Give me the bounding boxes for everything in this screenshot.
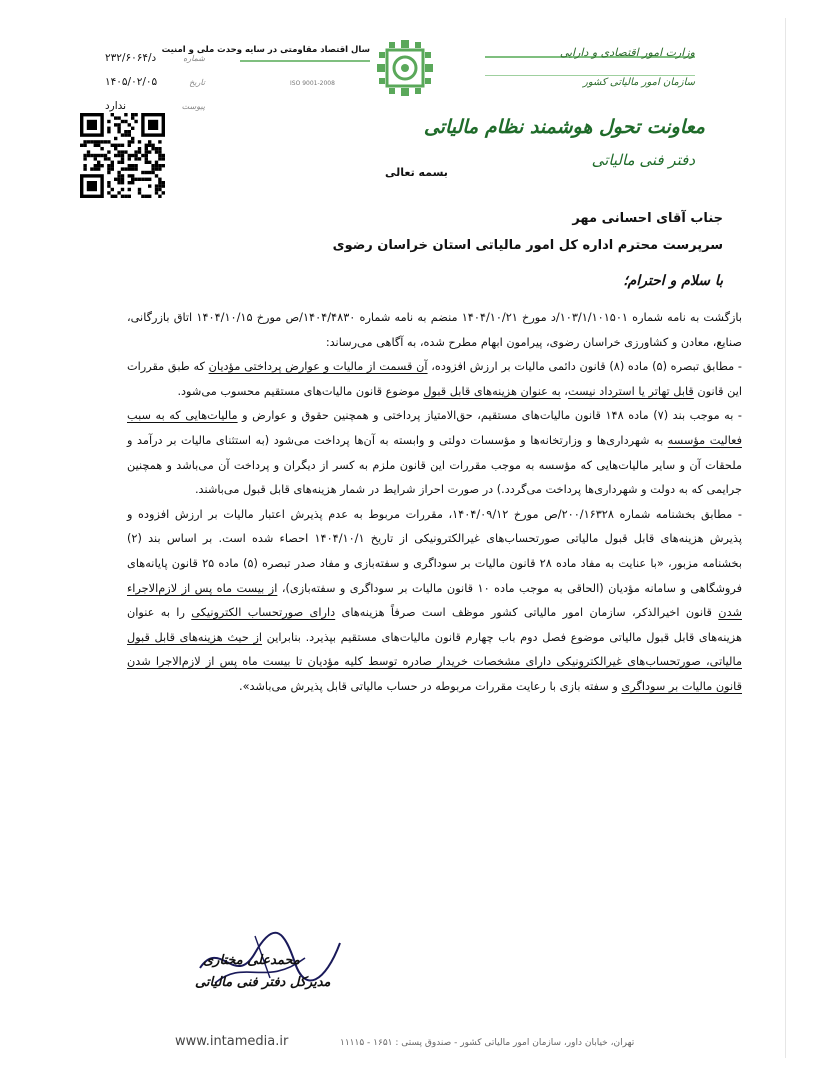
qr-code-icon xyxy=(80,113,165,198)
office-title: دفتر فنی مالیاتی xyxy=(591,151,695,169)
date-value: ۱۴۰۵/۰۲/۰۵ xyxy=(105,76,158,88)
number-row xyxy=(105,46,205,70)
addressee-title: سرپرست محترم اداره کل امور مالیاتی استان خراسان رضوی xyxy=(332,238,723,253)
year-slogan: سال اقتصاد مقاومتی در سایه وحدت ملی و امنیت xyxy=(240,40,370,62)
p4-text-a: - مطابق بخشنامه شماره ۲۰۰/۱۶۳۲۸/ص مورخ ۱۴۰۴/۰۹/۱۲، مقررات مربوط به عدم پذیرش اعتبار مالیات بر ارزش افزوده و پذیرش هزینه‌های قابل قبول مالیاتی صورتحساب‌های غیرالکترونیکی از تاریخ ۱۴۰۴/۱۰/۱ احصاء شده است. بر اساس بند (۲) بخشنامه مزبور، «با عنایت به مفاد ماده ۲۸ قانون مالیات بر سوداگری و سفته‌بازی و مفاد صدر تبصره (۵) ماده ۲۵ قانون پایانه‌های فروشگاهی و سامانه مؤدیان (الحاقی به موجب ماده ۱۰ قانون مالیات بر سوداگری و سفته‌بازی)، xyxy=(127,507,743,595)
number-label: شماره xyxy=(183,53,205,63)
greeting: با سلام و احترام؛ xyxy=(623,273,723,289)
p3-underline-1: مالیات‌هایی که به سبب فعالیت مؤسسه xyxy=(127,409,742,447)
addressee-name: جناب آقای احسانی مهر xyxy=(572,211,723,226)
signer-name: محمدعلی مختاری xyxy=(203,953,300,968)
p4-underline-2: دارای صورتحساب الکترونیکی xyxy=(191,606,336,620)
p4-text-d: و سفته بازی با رعایت مقررات مربوطه در حساب مالیاتی قابل پذیرش می‌باشد». xyxy=(239,679,622,693)
p4-underline-3: از حیث هزینه‌های قابل قبول مالیاتی، صورتحساب‌های غیرالکترونیکی دارای مشخصات خریدار صادره توسط کلیه مؤدیان تا بیست ماه پس از لازم‌الاجرا شدن قانون مالیات بر سوداگری xyxy=(127,630,742,693)
date-label: تاریخ xyxy=(189,77,205,87)
p4-text-b: قانون اخیرالذکر، سازمان امور مالیاتی کشور موظف است صرفاً هزینه‌های xyxy=(335,606,719,620)
basmala: بسمه تعالی xyxy=(385,166,448,179)
signer-title: مدیرکل دفتر فنی مالیاتی xyxy=(195,975,331,990)
website-link[interactable]: www.intamedia.ir xyxy=(175,1034,289,1049)
paragraph-intro: بازگشت به نامه شماره ۱۰۳/۱/۱۰۱۵۰۱/د مورخ ۱۴۰۴/۱۰/۲۱ منضم به نامه شماره ۱۴۰۴/۴۸۳۰/ص مورخ ۱۴۰۴/۱۰/۱۵ اتاق بازرگانی، صنایع، معادن و کشاورزی خراسان رضوی، پیرامون ابهام مطرح شده، به آگاهی می‌رساند: xyxy=(127,311,743,349)
p2-underline-1: آن قسمت از مالیات و عوارض پرداختی مؤدیان xyxy=(208,360,428,374)
deputy-title: معاونت تحول هوشمند نظام مالیاتی xyxy=(423,116,705,138)
date-row xyxy=(105,70,205,94)
p3-text-a: - به موجب بند (۷) ماده ۱۴۸ قانون مالیات‌های مستقیم، حق‌الامتیاز پرداختی و همچنین حقوق و عوارض و xyxy=(237,409,742,423)
paragraph-vat xyxy=(127,355,742,404)
attachment-label: پیوست xyxy=(181,101,205,111)
footer-address: تهران، خیابان داور، سازمان امور مالیاتی کشور - صندوق پستی : ۱۶۵۱ - ۱۱۱۱۵ xyxy=(340,1038,635,1048)
number-value: د/۲۳۲/۶۰۶۴ xyxy=(105,52,157,64)
p4-underline-1: از بیست ماه پس از لازم‌الاجراء شدن xyxy=(127,581,742,620)
p2-underline-3: به عنوان هزینه‌های قابل قبول xyxy=(423,384,561,398)
paragraph-circular xyxy=(127,503,742,700)
p2-text-c: ، xyxy=(560,384,568,398)
letter-body xyxy=(127,306,742,700)
ministry-name: وزارت امور اقتصادی و دارایی xyxy=(559,46,695,59)
letter-page xyxy=(35,18,786,1058)
iso-label: ISO 9001-2008 xyxy=(290,80,335,87)
attachment-value: ندارد xyxy=(105,100,127,112)
paragraph-article-148 xyxy=(127,404,742,502)
p4-text-c: را به عنوان هزینه‌های قابل قبول مالیاتی موضوع فصل دوم باب چهارم قانون مالیات‌های مستقیم بپذیرد. بنابراین xyxy=(127,606,742,644)
p2-text-d: موضوع قانون مالیات‌های مستقیم محسوب می‌شود. xyxy=(177,384,424,398)
p2-underline-2: قابل تهاتر یا استرداد نیست xyxy=(567,384,694,398)
p3-text-b: به شهرداری‌ها و وزارتخانه‌ها و مؤسسات دولتی و وابسته به آن‌ها پرداخت می‌شود (به استثنای مالیات بر درآمد و ملحقات آن و سایر مالیات‌هایی که مؤسسه به موجب مقررات این قانون ملزم به کسر از دیگران و پرداخت آن می‌باشد و همچنین جرایمی که به دولت و شهرداری‌ها پرداخت می‌گردد.) در صورت احراز شرایط در شمار هزینه‌های قابل قبول می‌باشند. xyxy=(127,433,742,497)
ministry-block xyxy=(475,46,695,88)
tax-organization-logo-icon xyxy=(375,38,435,98)
p2-text-a: - مطابق تبصره (۵) ماده (۸) قانون دائمی مالیات بر ارزش افزوده، xyxy=(427,360,742,374)
organization-name: سازمان امور مالیاتی کشور xyxy=(583,77,695,88)
letter-metadata xyxy=(105,46,205,118)
p2-text-b: که طبق مقررات این قانون xyxy=(127,360,742,398)
